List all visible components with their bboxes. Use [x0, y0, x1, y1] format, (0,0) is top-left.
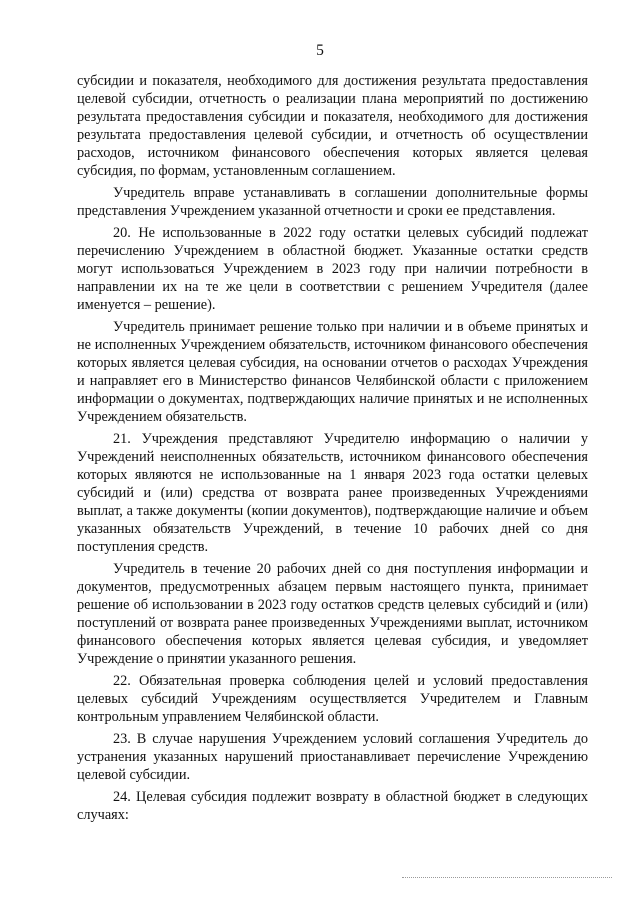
paragraph: 21. Учреждения представляют Учредителю информацию о наличии у Учреждений неисполненных обязательств, источником финансового обеспечения которых являются не использованные на 1 января 2023 года остатки целевых субсидий и (или) средства от возврата ранее произведенных Учреждениями выплат, а также документы (копии документов), подтверждающие наличие и объем указанных обязательств Учреждений, в течение 10 рабочих дней со дня поступления средств. — [77, 431, 588, 555]
paragraph: 23. В случае нарушения Учреждением условий соглашения Учредитель до устранения указанных нарушений приостанавливает перечисление Учреждению целевой субсидии. — [77, 731, 588, 783]
paragraph: субсидии и показателя, необходимого для достижения результата предоставления целевой субсидии, отчетность о реализации плана мероприятий по достижению результата предоставления субсидии и показателя, необходимого для достижения результата предоставления целевой субсидии, и отчетность об осуществлении расходов, источником финансового обеспечения которых является целевая субсидия, по формам, установленным соглашением. — [77, 73, 588, 179]
paragraph: 20. Не использованные в 2022 году остатки целевых субсидий подлежат перечислению Учреждением в областной бюджет. Указанные остатки средств могут использоваться Учреждением в 2023 году при наличии потребности в направлении их на те же цели в соответствии с решением Учредителя (далее именуется – решение). — [77, 225, 588, 313]
paragraph: 22. Обязательная проверка соблюдения целей и условий предоставления целевых субсидий Учреждениям осуществляется Учредителем и Главным контрольным управлением Челябинской области. — [77, 673, 588, 725]
paragraph: 24. Целевая субсидия подлежит возврату в областной бюджет в следующих случаях: — [77, 789, 588, 823]
scan-artifact-line — [402, 877, 612, 879]
paragraph: Учредитель вправе устанавливать в соглашении дополнительные формы представления Учреждением указанной отчетности и сроки ее представления. — [77, 185, 588, 219]
document-body — [77, 72, 588, 824]
page-number: 5 — [316, 42, 324, 59]
paragraph: Учредитель в течение 20 рабочих дней со дня поступления информации и документов, предусмотренных абзацем первым настоящего пункта, принимает решение об использовании в 2023 году остатков средств целевых субсидий и (или) поступлений от возврата ранее произведенных Учреждениями выплат, источником финансового обеспечения которых является целевая субсидия, и уведомляет Учреждение о принятии указанного решения. — [77, 561, 588, 667]
paragraph: Учредитель принимает решение только при наличии и в объеме принятых и не исполненных Учреждением обязательств, источником финансового обеспечения которых является целевая субсидия, на основании отчетов о расходах Учреждения и направляет его в Министерство финансов Челябинской области с приложением информации о документах, подтверждающих наличие принятых и не исполненных Учреждением обязательств. — [77, 319, 588, 425]
